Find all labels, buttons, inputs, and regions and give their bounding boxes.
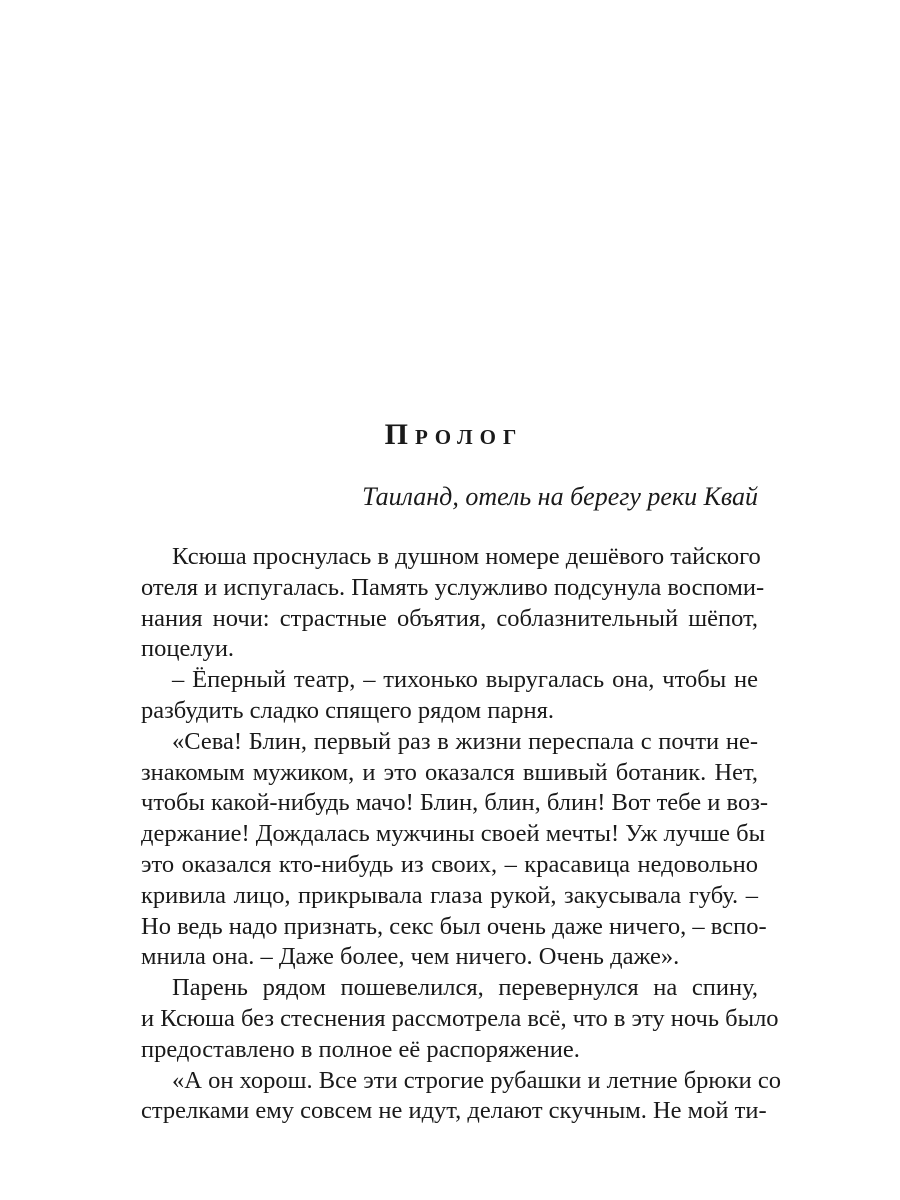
text-line: разбудить сладко спящего рядом парня.	[141, 696, 555, 724]
text-line: мнила она. – Даже более, чем ничего. Очень даже».	[141, 943, 680, 971]
text-line: кривила лицо, прикрывала глаза рукой, закусывала губу. –	[141, 881, 758, 909]
paragraph	[141, 973, 779, 1065]
paragraph	[141, 665, 758, 727]
text-line: предоставлено в полное её распоряжение.	[141, 1035, 580, 1063]
text-line: «А он хорош. Все эти строгие рубашки и летние брюки со	[172, 1066, 781, 1094]
text-line: – Ёперный театр, – тихонько выругалась она, чтобы не	[172, 666, 758, 694]
text-line: Но ведь надо признать, секс был очень даже ничего, – вспо-	[141, 912, 767, 940]
chapter-epigraph: Таиланд, отель на берегу реки Квай	[362, 482, 758, 511]
text-line: это оказался кто-нибудь из своих, – красавица недовольно	[141, 850, 758, 878]
text-line: Ксюша проснулась в душном номере дешёвого тайского	[172, 543, 761, 570]
body-text	[141, 542, 781, 1127]
chapter-title: Пролог	[384, 418, 524, 451]
text-line: нания ночи: страстные объятия, соблазнительный шёпот,	[141, 604, 758, 632]
text-line: Парень рядом пошевелился, перевернулся на спину,	[172, 974, 758, 1002]
text-line: стрелками ему совсем не идут, делают скучным. Не мой ти-	[141, 1097, 767, 1125]
paragraph	[141, 1066, 781, 1128]
text-line: чтобы какой-нибудь мачо! Блин, блин, блин! Вот тебе и воз-	[141, 789, 769, 817]
paragraph	[141, 727, 769, 973]
text-line: держание! Дождалась мужчины своей мечты! Уж лучше бы	[141, 820, 766, 848]
text-line: отеля и испугалась. Память услужливо подсунула воспоми-	[141, 573, 765, 601]
text-line: «Сева! Блин, первый раз в жизни переспала с почти не-	[172, 727, 758, 755]
text-line: и Ксюша без стеснения рассмотрела всё, что в эту ночь было	[141, 1004, 779, 1032]
text-line: знакомым мужиком, и это оказался вшивый ботаник. Нет,	[141, 758, 758, 786]
paragraph	[141, 542, 765, 665]
text-line: поцелуи.	[141, 635, 235, 663]
